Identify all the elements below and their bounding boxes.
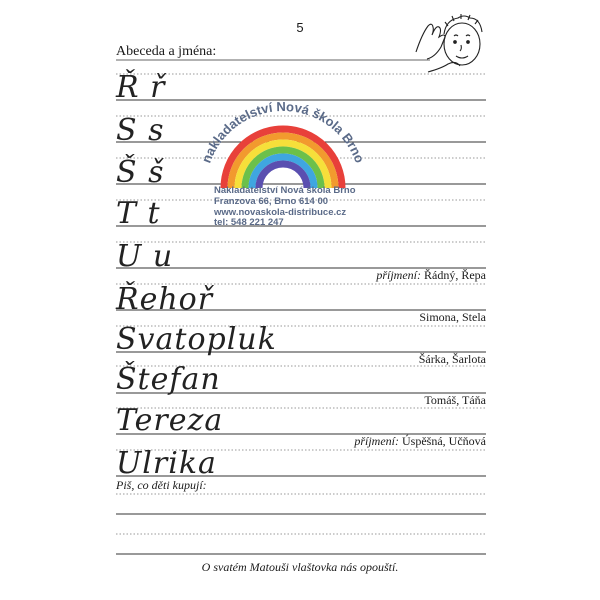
names-value: Tomáš, Táňa [424, 393, 486, 407]
publisher-address: Franzova 66, Brno 614 00 [214, 195, 329, 207]
handwriting-t: T t [116, 196, 161, 231]
surname-label: příjmení: [376, 268, 421, 282]
names-row-2 [419, 310, 486, 325]
names-value: Simona, Stela [419, 310, 486, 324]
surname-label: příjmení: [354, 434, 400, 448]
publisher-rainbow-logo [188, 96, 378, 196]
exercise-heading: Abeceda a jména: [116, 44, 217, 59]
handwriting-r-hacek: Ř ř [116, 70, 166, 105]
handwriting-svatopluk: Svatopluk [116, 322, 277, 357]
publisher-name: Nakladatelství Nová škola Brno [214, 185, 356, 196]
handwriting-tereza: Tereza [116, 403, 224, 438]
handwriting-rehor: Řehoř [116, 282, 214, 317]
names-value: Šárka, Šarlota [418, 352, 486, 366]
names-value: Řádný, Řepa [424, 268, 486, 282]
names-value: Úspěšná, Učňová [402, 434, 486, 448]
names-row-3 [419, 352, 486, 367]
writing-prompt: Piš, co děti kupují: [116, 478, 207, 492]
names-row-4 [424, 393, 486, 408]
handwriting-u: U u [116, 239, 174, 274]
handwriting-s: S s [116, 113, 165, 148]
publisher-website: www.novaskola-distribuce.cz [214, 206, 347, 218]
proverb: O svatém Matouši vlaštovka nás opouští. [201, 560, 399, 574]
page-number: 5 [296, 20, 304, 35]
names-row-1 [376, 268, 486, 283]
handwriting-ulrika: Ulrika [116, 446, 217, 481]
watermark-arc-text: nakladatelství Nová škola Brno [198, 98, 368, 165]
publisher-phone: tel: 548 221 247 [214, 217, 284, 229]
handwriting-s-hacek: Š š [116, 155, 165, 190]
handwriting-stefan: Štefan [116, 362, 221, 397]
names-row-5 [354, 434, 486, 449]
publisher-info [214, 186, 356, 229]
